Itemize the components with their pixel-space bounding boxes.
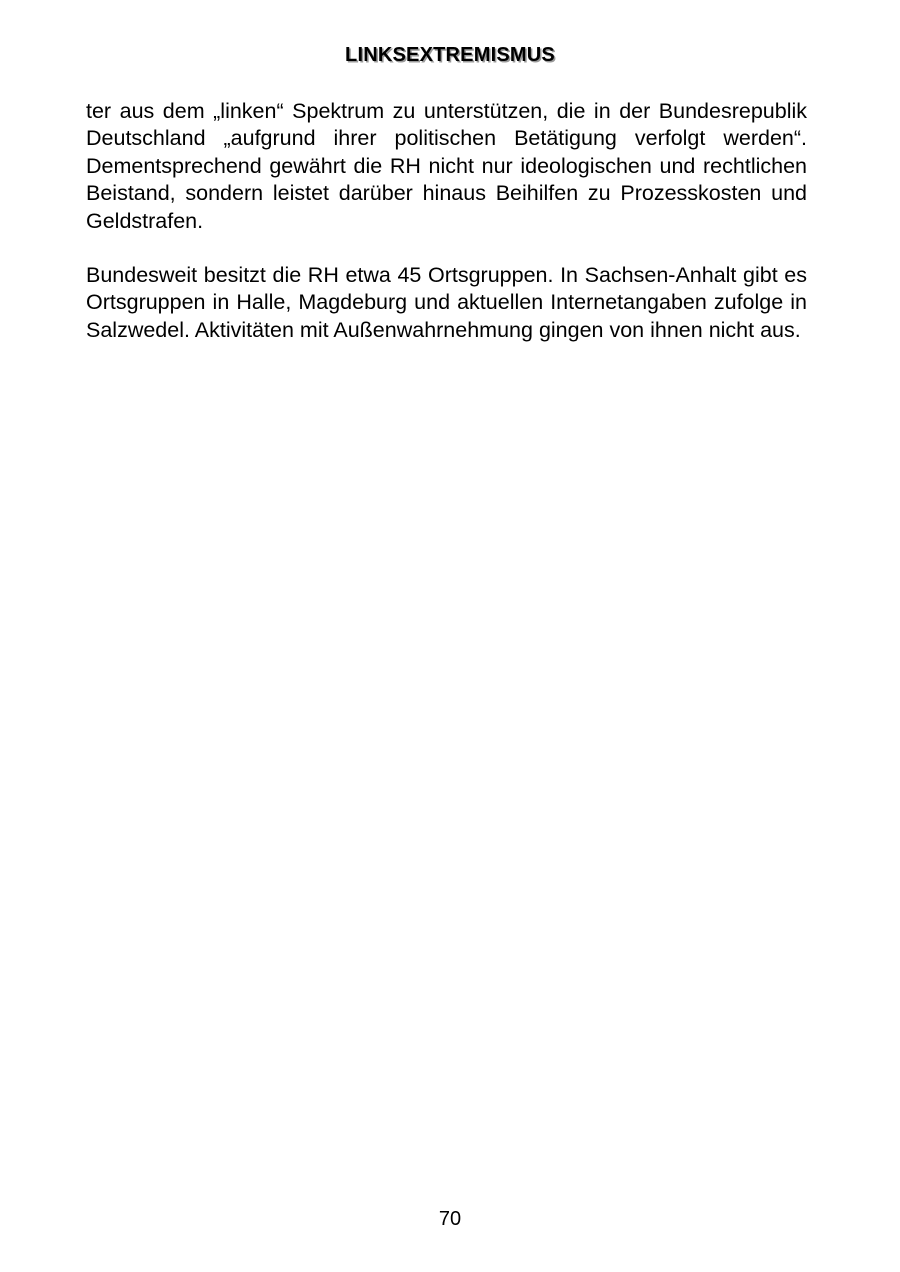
page-header-title: LINKSEXTREMISMUS: [345, 44, 555, 66]
body-paragraph: Bundesweit besitzt die RH etwa 45 Ortsgruppen. In Sachsen-Anhalt gibt es Ortsgruppen in Halle, Magdeburg und aktuellen Internetangaben zufolge in Salzwedel. Aktivitäten mit Außenwahrnehmung gingen von ihnen nicht aus.: [86, 263, 807, 342]
body-paragraph: ter aus dem „linken“ Spektrum zu unterstützen, die in der Bundesrepublik Deutschland „aufgrund ihrer politischen Betätigung verfolgt werden“. Dementsprechend gewährt die RH nicht nur ideologischen und rechtlichen Beistand, sondern leistet darüber hinaus Beihilfen zu Prozesskosten und Geldstrafen.: [86, 99, 807, 233]
page-number: 70: [438, 1208, 462, 1230]
document-body: [86, 98, 807, 344]
